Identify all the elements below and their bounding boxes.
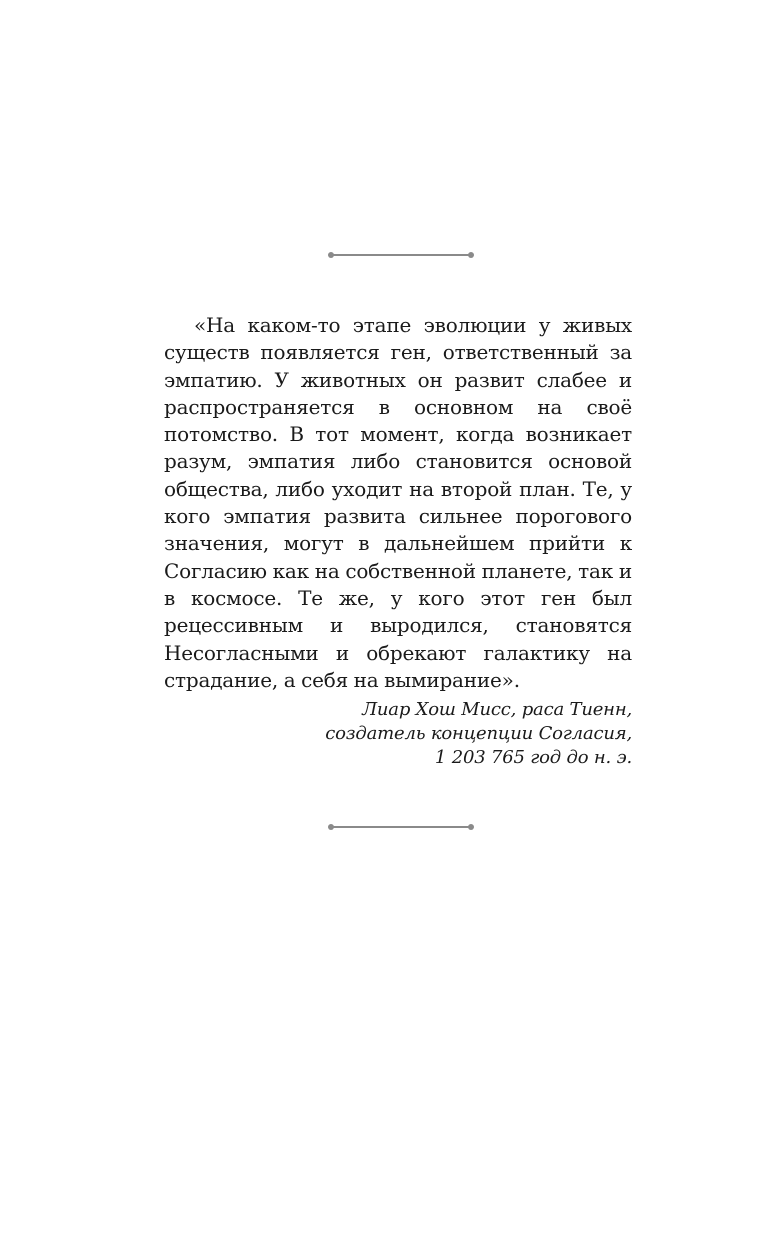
epigraph-text: «На каком-то этапе эволюции у живых существ появляется ген, ответственный за эмпатию. У животных он развит слабее и распространяется в основном на своё потомство. В тот момент, когда возникает разум, эмпатия либо становится основой общества, либо уходит на второй план. Те, у кого эмпатия развита сильнее порогового значения, могут в дальнейшем прийти к Согласию как на собственной планете, так и в космосе. Те же, у кого этот ген был рецессивным и выродился, становятся Несогласными и обрекают галактику на страдание, а себя на вымирание». [164,313,632,692]
divider-dot-icon [468,824,474,830]
epigraph-quote [164,312,632,694]
divider-dot-icon [468,252,474,258]
attribution-author: Лиар Хош Мисс, раса Тиенн, [362,699,632,720]
attribution-date: 1 203 765 год до н. э. [434,747,632,768]
divider-line [332,254,470,256]
divider-line [332,826,470,828]
bottom-ornament-divider [328,823,474,831]
top-ornament-divider [328,251,474,259]
attribution-role: создатель концепции Согласия, [325,723,632,744]
epigraph-attribution [164,698,632,770]
